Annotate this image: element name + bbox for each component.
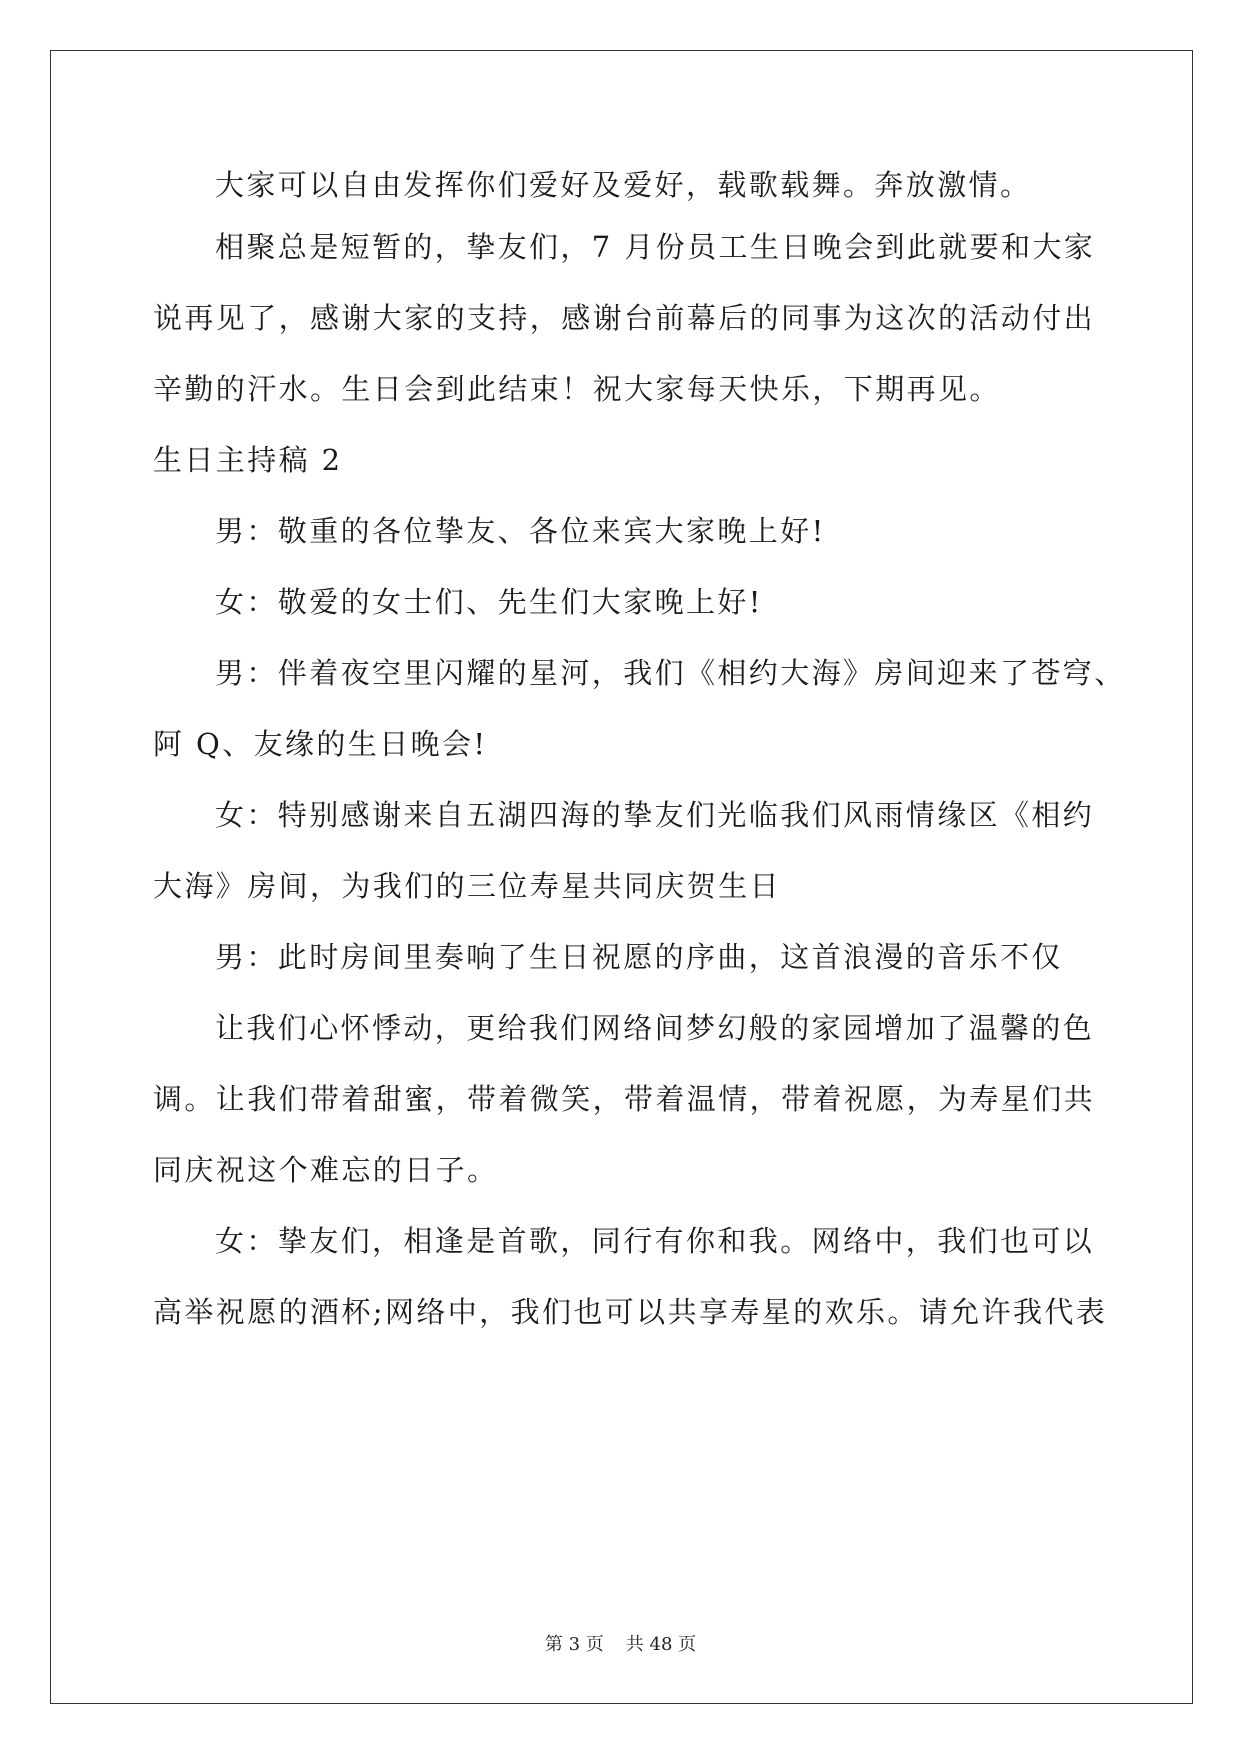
- paragraph-line: 男：敬重的各位挚友、各位来宾大家晚上好!: [215, 514, 826, 548]
- paragraph-line: 同庆祝这个难忘的日子。: [153, 1153, 499, 1187]
- paragraph-line: 辛勤的汗水。生日会到此结束！祝大家每天快乐，下期再见。: [153, 372, 1001, 406]
- paragraph-line: 让我们心怀悸动，更给我们网络间梦幻般的家园增加了温馨的色: [215, 1011, 1095, 1045]
- page-footer: [0, 1634, 1241, 1656]
- page-number: 第 3 页: [544, 1634, 604, 1655]
- paragraph-line: 大家可以自由发挥你们爱好及爱好，载歌载舞。奔放激情。: [215, 168, 1032, 202]
- paragraph-line: 女：挚友们，相逢是首歌，同行有你和我。网络中，我们也可以: [215, 1224, 1095, 1258]
- paragraph-line: 女：特别感谢来自五湖四海的挚友们光临我们风雨情缘区《相约: [215, 798, 1095, 832]
- paragraph-line: 说再见了，感谢大家的支持，感谢台前幕后的同事为这次的活动付出: [153, 301, 1096, 335]
- paragraph-line: 阿 Q、友缘的生日晚会!: [153, 727, 488, 761]
- paragraph-line: 相聚总是短暂的，挚友们，7 月份员工生日晚会到此就要和大家: [215, 230, 1096, 264]
- paragraph-line: 女：敬爱的女士们、先生们大家晚上好!: [215, 585, 763, 619]
- paragraph-line: 男：伴着夜空里闪耀的星河，我们《相约大海》房间迎来了苍穹、: [215, 656, 1126, 690]
- section-heading: 生日主持稿 2: [153, 443, 343, 477]
- paragraph-line: 大海》房间，为我们的三位寿星共同庆贺生日: [153, 869, 782, 903]
- page-total: 共 48 页: [625, 1634, 697, 1655]
- paragraph-line: 调。让我们带着甜蜜，带着微笑，带着温情，带着祝愿，为寿星们共: [153, 1082, 1096, 1116]
- paragraph-line: 高举祝愿的酒杯;网络中，我们也可以共享寿星的欢乐。请允许我代表: [153, 1295, 1108, 1329]
- paragraph-line: 男：此时房间里奏响了生日祝愿的序曲，这首浪漫的音乐不仅: [215, 940, 1063, 974]
